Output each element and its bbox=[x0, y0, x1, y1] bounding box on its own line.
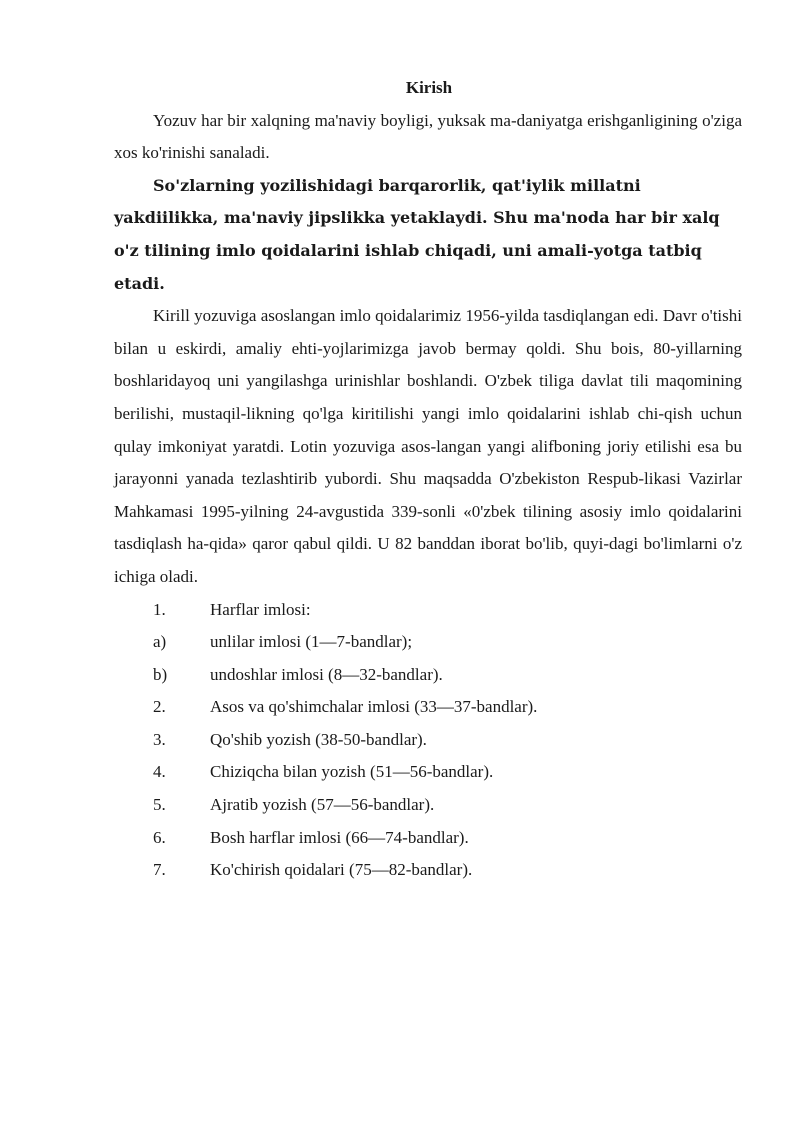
list-marker: 4. bbox=[153, 762, 166, 782]
list-item bbox=[114, 659, 742, 692]
page-title: Kirish bbox=[405, 78, 453, 97]
list-item-text: Chiziqcha bilan yozish (51—56-bandlar). bbox=[210, 762, 494, 782]
sections-list bbox=[114, 594, 742, 887]
list-marker: 5. bbox=[153, 795, 166, 815]
list-item bbox=[114, 756, 742, 789]
list-item-text: unlilar imlosi (1—7-bandlar); bbox=[210, 632, 413, 652]
list-marker: 7. bbox=[153, 860, 166, 880]
list-item-text: Ajratib yozish (57—56-bandlar). bbox=[210, 795, 435, 815]
list-marker: 3. bbox=[153, 729, 166, 749]
list-item bbox=[114, 594, 742, 627]
list-item bbox=[114, 724, 742, 757]
list-item bbox=[114, 789, 742, 822]
list-marker: b) bbox=[153, 664, 168, 684]
list-marker: 6. bbox=[153, 827, 166, 847]
intro-paragraph: Yozuv har bir xalqning ma'naviy boyligi, yuksak ma-daniyatga erishganligining o'ziga xos ko'rinishi sanaladi. bbox=[114, 110, 742, 163]
list-item-text: Asos va qo'shimchalar imlosi (33—37-bandlar). bbox=[210, 697, 538, 717]
history-paragraph: Kirill yozuviga asoslangan imlo qoidalarimiz 1956-yilda tasdiqlangan edi. Davr o'tishi bilan u eskirdi, amaliy ehti-yojlarimizga javob bermay qoldi. Shu bois, 80-yillarning boshlaridayoq uni yangilashga urinishlar boshlandi. O'zbek tiliga davlat tili maqomining berilishi, mustaqil-likning qo'lga kiritilishi yangi imlo qoidalarini ishlab chi-qish uchun qulay imkoniyat yaratdi. Lotin yozuviga asos-langan yangi alifboning joriy etilishi esa bu jarayonni yanada tezlashtirib yubordi. Shu maqsadda O'zbekiston Respub-likasi Vazirlar Mahkamasi 1995-yilning 24-avgustida 339-sonli «0'zbek tilining asosiy imlo qoidalarini tasdiqlash ha-qida» qaror qabul qildi. U 82 banddan iborat bo'lib, quyi-dagi bo'limlarni o'z ichiga oladi. bbox=[114, 306, 742, 586]
list-item-text: undoshlar imlosi (8—32-bandlar). bbox=[210, 664, 443, 684]
list-item bbox=[114, 691, 742, 724]
list-item-text: Ko'chirish qoidalari (75—82-bandlar). bbox=[210, 860, 473, 880]
list-item bbox=[114, 822, 742, 855]
list-item bbox=[114, 854, 742, 887]
list-item-text: Qo'shib yozish (38-50-bandlar). bbox=[210, 729, 427, 749]
list-item-text: Bosh harflar imlosi (66—74-bandlar). bbox=[210, 827, 469, 847]
list-marker: 1. bbox=[153, 599, 166, 619]
list-marker: a) bbox=[153, 632, 167, 652]
bold-paragraph: So'zlarning yozilishidagi barqarorlik, qat'iylik millatni yakdiilikka, ma'naviy jipslikka yetaklaydi. Shu ma'noda har bir xalq o'z tilining imlo qoidalarini ishlab chiqadi, uni amali-yotga tatbiq etadi. bbox=[114, 175, 720, 293]
document-page bbox=[114, 72, 742, 887]
list-item bbox=[114, 626, 742, 659]
list-item-text: Harflar imlosi: bbox=[210, 599, 311, 619]
list-marker: 2. bbox=[153, 697, 166, 717]
